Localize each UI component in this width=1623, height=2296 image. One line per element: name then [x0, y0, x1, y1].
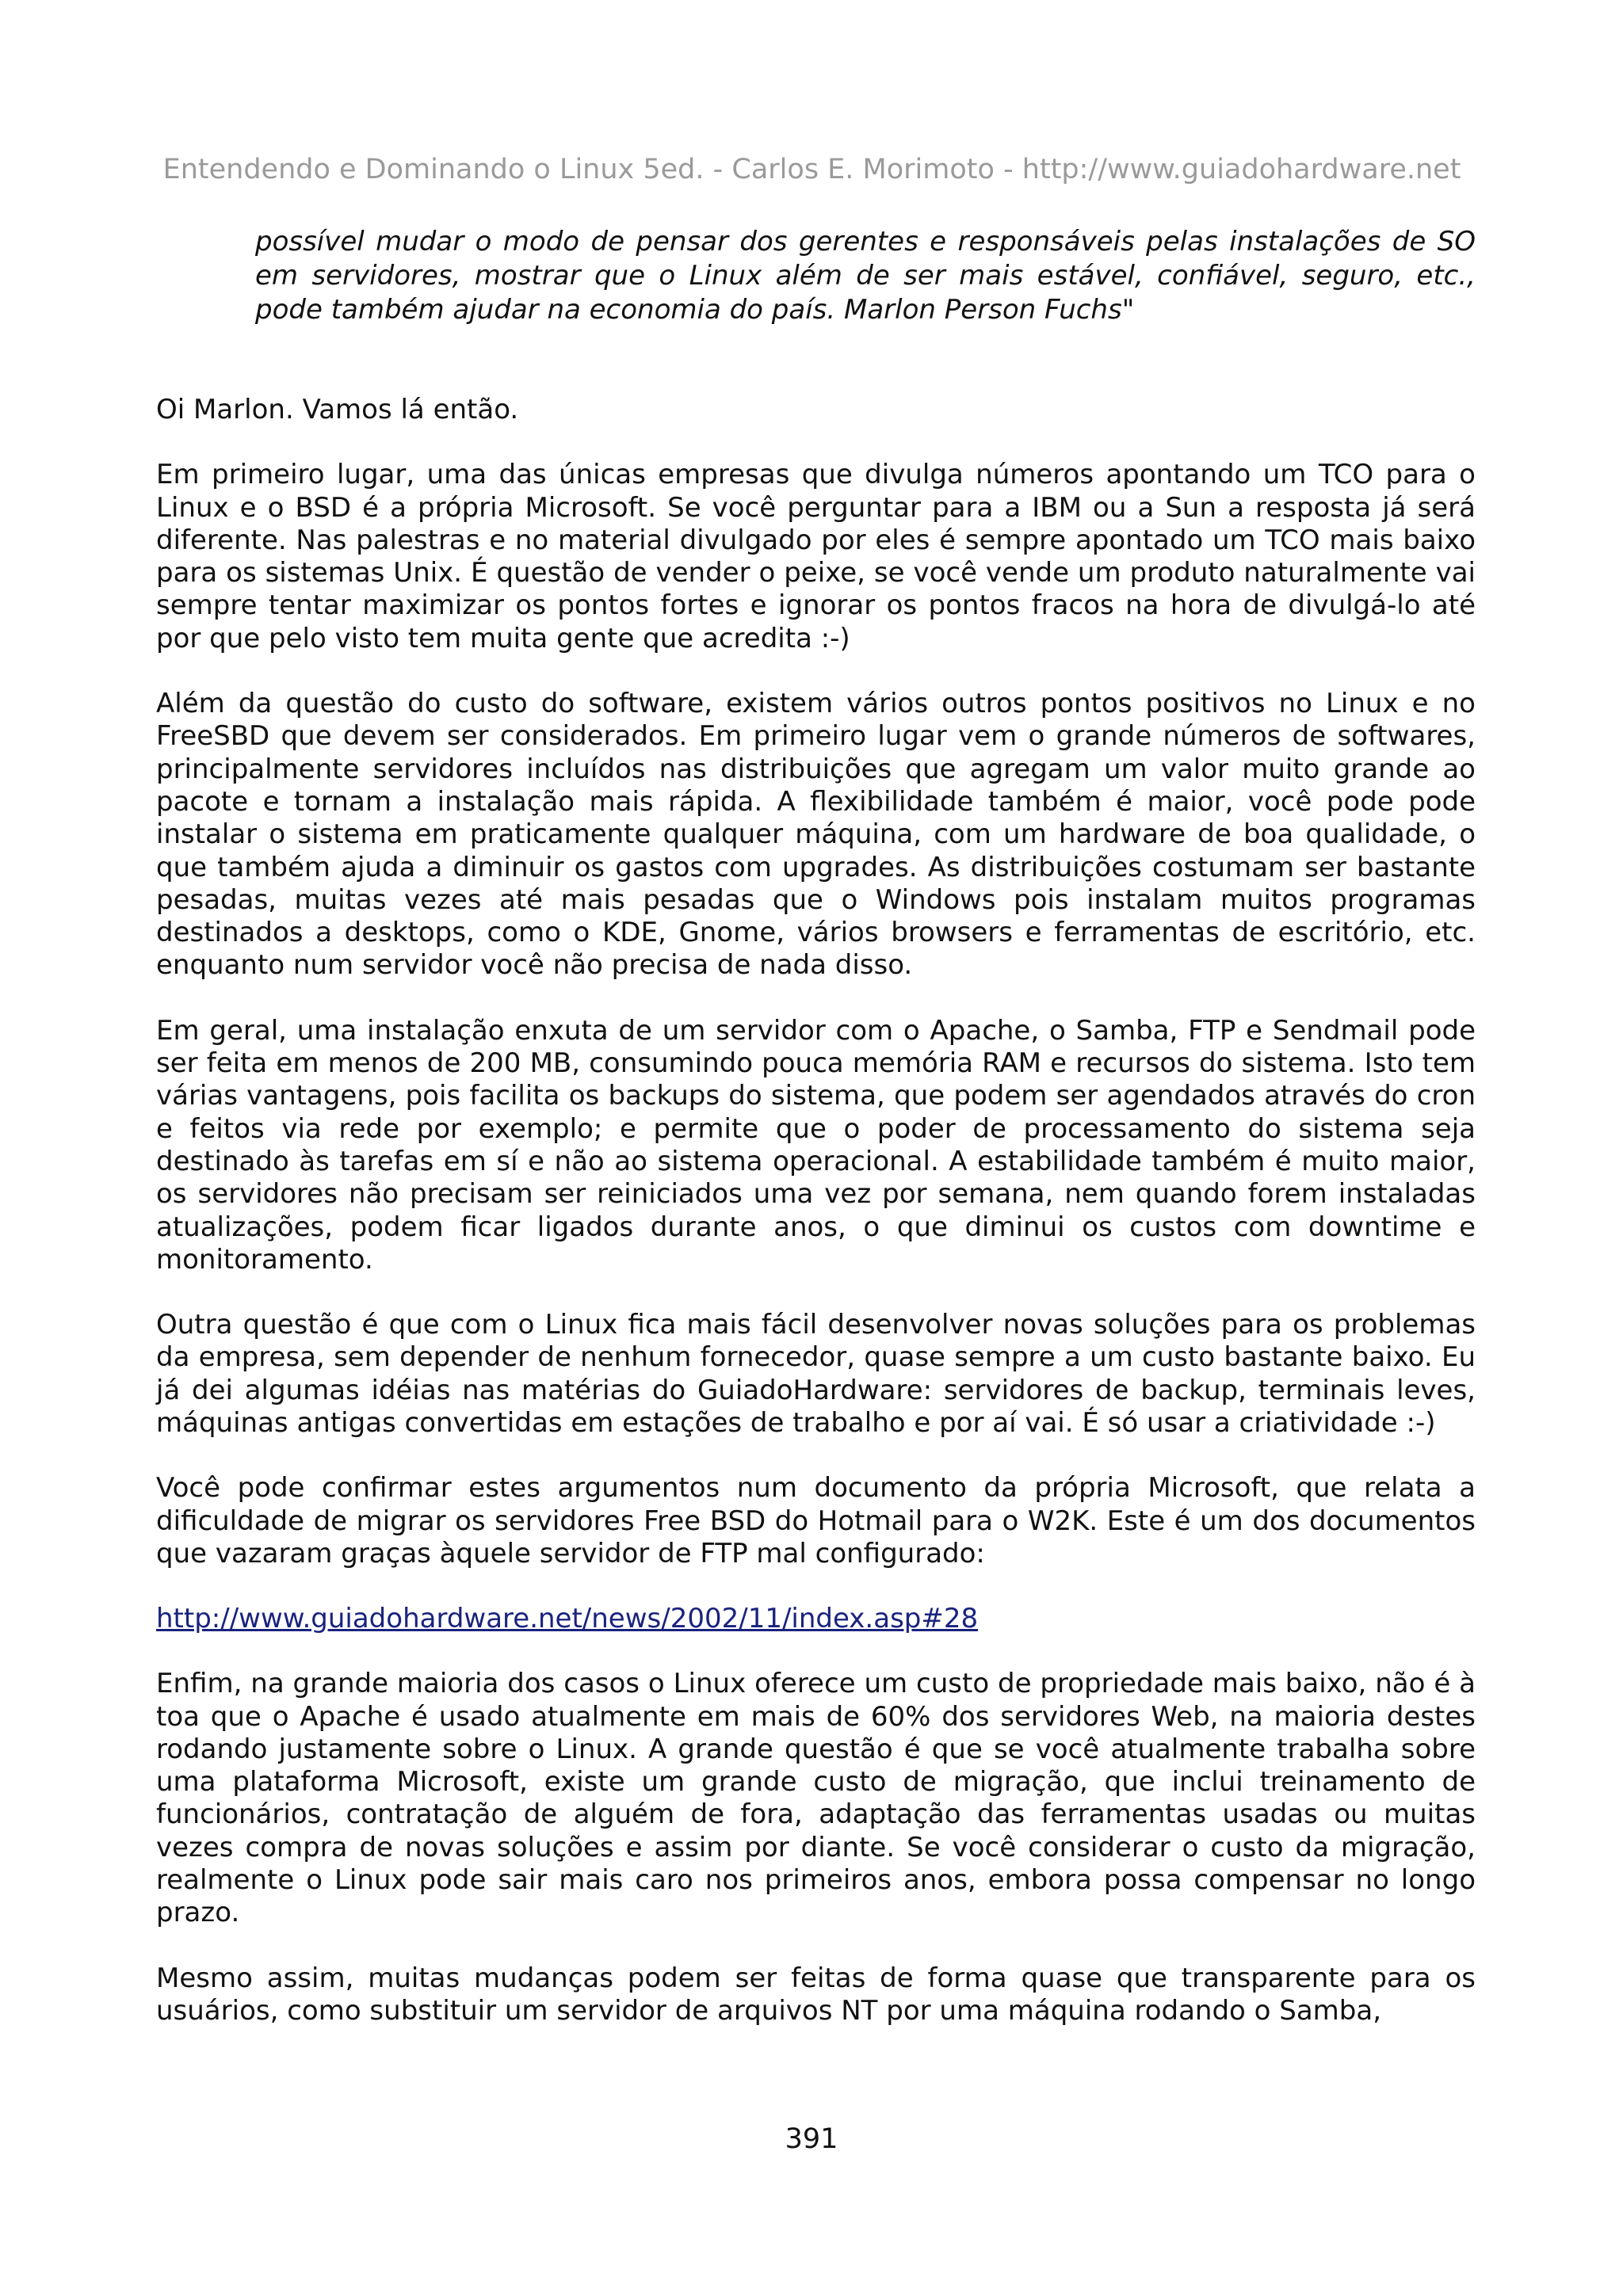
hotmail-document-link[interactable]: http://www.guiadohardware.net/news/2002/11/index.asp#28: [156, 1603, 979, 1635]
paragraph-tco: Em primeiro lugar, uma das únicas empresas que divulga números apontando um TCO para o Linux e o BSD é a própria Microsoft. Se você perguntar para a IBM ou a Sun a resposta já será diferente. Nas palestras e no material divulgado por eles é sempre apontado um TCO mais baixo para os sistemas Unix. É questão de vender o peixe, se você vende um produto naturalmente vai sempre tentar maximizar os pontos fortes e ignorar os pontos fracos na hora de divulgá-lo até por que pelo visto tem muita gente que acredita :-): [156, 459, 1476, 654]
paragraph-microsoft-document: Você pode confirmar estes argumentos num documento da própria Microsoft, que relata a dificuldade de migrar os servidores Free BSD do Hotmail para o W2K. Este é um dos documentos que vazaram graças àquele servidor de FTP mal configurado:: [156, 1472, 1476, 1569]
paragraph-new-solutions: Outra questão é que com o Linux fica mais fácil desenvolver novas soluções para os problemas da empresa, sem depender de nenhum fornecedor, quase sempre a um custo bastante baixo. Eu já dei algumas idéias nas matérias do GuiadoHardware: servidores de backup, terminais leves, máquinas antigas convertidas em estações de trabalho e por aí vai. É só usar a criatividade :-): [156, 1309, 1476, 1440]
paragraph-transparent-changes: Mesmo assim, muitas mudanças podem ser feitas de forma quase que transparente para os usuários, como substituir um servidor de arquivos NT por uma máquina rodando o Samba,: [156, 1962, 1476, 2027]
paragraph-greeting: Oi Marlon. Vamos lá então.: [156, 394, 519, 425]
page-number: 391: [785, 2123, 838, 2155]
quoted-question: possível mudar o modo de pensar dos gerentes e responsáveis pelas instalações de SO em servidores, mostrar que o Linux além de ser mais estável, confiável, seguro, etc., pode também ajudar na economia do país. Marlon Person Fuchs": [255, 226, 1476, 326]
running-header: Entendendo e Dominando o Linux 5ed. - Carlos E. Morimoto - http://www.guiadohardware.net: [162, 154, 1461, 185]
paragraph-lean-install: Em geral, uma instalação enxuta de um servidor com o Apache, o Samba, FTP e Sendmail pode ser feita em menos de 200 MB, consumindo pouca memória RAM e recursos do sistema. Isto tem várias vantagens, pois facilita os backups do sistema, que podem ser agendados através do cron e feitos via rede por exemplo; e permite que o poder de processamento do sistema seja destinado às tarefas em sí e não ao sistema operacional. A estabilidade também é muito maior, os servidores não precisam ser reiniciados uma vez por semana, nem quando forem instaladas atualizações, podem ficar ligados durante anos, o que diminui os custos com downtime e monitoramento.: [156, 1014, 1476, 1276]
page-body: [156, 225, 1476, 2027]
paragraph-software-cost: Além da questão do custo do software, existem vários outros pontos positivos no Linux e no FreeSBD que devem ser considerados. Em primeiro lugar vem o grande números de softwares, principalmente servidores incluídos nas distribuições que agregam um valor muito grande ao pacote e tornam a instalação mais rápida. A flexibilidade também é maior, você pode pode instalar o sistema em praticamente qualquer máquina, com um hardware de boa qualidade, o que também ajuda a diminuir os gastos com upgrades. As distribuições costumam ser bastante pesadas, muitas vezes até mais pesadas que o Windows pois instalam muitos programas destinados a desktops, como o KDE, Gnome, vários browsers e ferramentas de escritório, etc. enquanto num servidor você não precisa de nada disso.: [156, 688, 1476, 982]
paragraph-ownership-cost: Enfim, na grande maioria dos casos o Linux oferece um custo de propriedade mais baixo, não é à toa que o Apache é usado atualmente em mais de 60% dos servidores Web, na maioria destes rodando justamente sobre o Linux. A grande questão é que se você atualmente trabalha sobre uma plataforma Microsoft, existe um grande custo de migração, que inclui treinamento de funcionários, contratação de alguém de fora, adaptação das ferramentas usadas ou muitas vezes compra de novas soluções e assim por diante. Se você considerar o custo da migração, realmente o Linux pode sair mais caro nos primeiros anos, embora possa compensar no longo prazo.: [156, 1668, 1476, 1929]
